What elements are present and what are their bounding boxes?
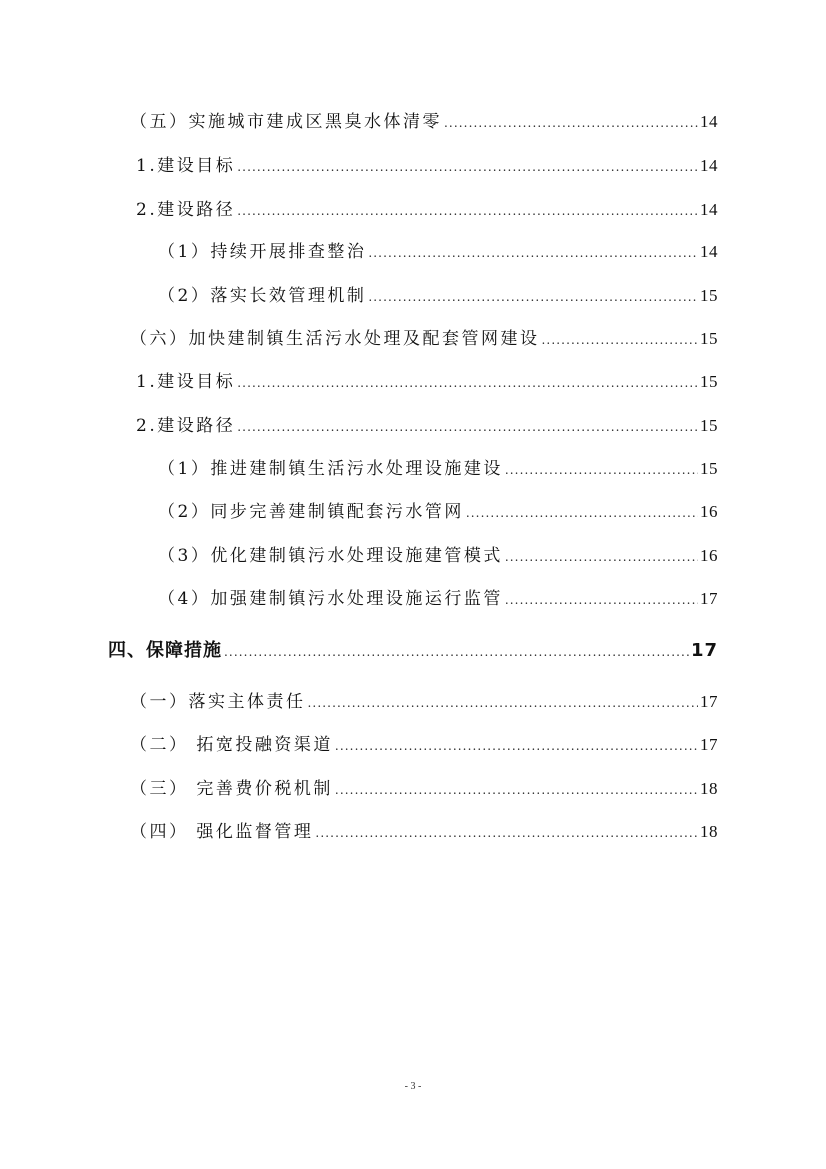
toc-entry[interactable] xyxy=(158,585,718,613)
toc-leader-dots xyxy=(237,369,698,397)
toc-entry[interactable] xyxy=(158,455,718,483)
toc-entry[interactable] xyxy=(130,325,718,353)
toc-entry-page: 15 xyxy=(700,329,718,348)
toc-entry-page: 15 xyxy=(700,459,718,478)
toc-leader-dots xyxy=(335,732,698,760)
toc-leader-dots xyxy=(308,689,699,717)
toc-entry-page: 15 xyxy=(700,372,718,391)
toc-entry-title: 2.建设路径 xyxy=(136,416,236,436)
toc-entry-page: 14 xyxy=(700,156,718,175)
toc-entry-page: 14 xyxy=(700,112,718,131)
toc-leader-dots xyxy=(237,413,698,441)
toc-entry[interactable] xyxy=(136,196,718,224)
toc-entry-page: 15 xyxy=(700,286,718,305)
toc-entry[interactable] xyxy=(130,688,718,716)
toc-leader-dots xyxy=(542,326,699,354)
toc-entry-chapter[interactable] xyxy=(108,637,718,665)
toc-entry[interactable] xyxy=(158,498,718,526)
toc-leader-dots xyxy=(444,109,698,137)
toc-entry-title: （四） 强化监督管理 xyxy=(130,822,314,842)
toc-entry[interactable] xyxy=(136,368,718,396)
toc-leader-dots xyxy=(505,456,698,484)
toc-entry-title: （2）落实长效管理机制 xyxy=(158,286,367,306)
toc-entry-title: 1.建设目标 xyxy=(136,156,236,176)
toc-entry-title: （1）持续开展排查整治 xyxy=(158,242,367,262)
toc-entry-title: （3）优化建制镇污水处理设施建管模式 xyxy=(158,546,503,566)
page-number-footer: - 3 - xyxy=(404,1081,422,1092)
toc-entry-page: 15 xyxy=(700,416,718,435)
toc-leader-dots xyxy=(466,499,698,527)
toc-leader-dots xyxy=(505,543,698,571)
toc-entry-page: 14 xyxy=(700,242,718,261)
toc-entry-page: 17 xyxy=(700,692,718,711)
toc-leader-dots xyxy=(505,586,698,614)
toc-entry[interactable] xyxy=(158,238,718,266)
toc-entry[interactable] xyxy=(158,282,718,310)
toc-entry-page: 17 xyxy=(700,589,718,608)
toc-entry[interactable] xyxy=(158,542,718,570)
toc-entry-title: （4）加强建制镇污水处理设施运行监管 xyxy=(158,589,503,609)
toc-entry[interactable] xyxy=(130,108,718,136)
toc-entry[interactable] xyxy=(136,152,718,180)
toc-entry-title: （1）推进建制镇生活污水处理设施建设 xyxy=(158,459,503,479)
toc-leader-dots xyxy=(368,283,698,311)
toc-entry-title: （一）落实主体责任 xyxy=(130,692,306,712)
toc-entry-page: 16 xyxy=(700,546,718,565)
toc-entry-page: 14 xyxy=(700,200,718,219)
toc-leader-dots xyxy=(237,153,698,181)
toc-leader-dots xyxy=(237,197,698,225)
toc-entry-title: 2.建设路径 xyxy=(136,200,236,220)
toc-entry[interactable] xyxy=(130,818,718,846)
toc-leader-dots xyxy=(224,638,689,666)
toc-entry[interactable] xyxy=(136,412,718,440)
toc-entry[interactable] xyxy=(130,731,718,759)
toc-entry-page: 17 xyxy=(700,735,718,754)
toc-entry-title: （五）实施城市建成区黑臭水体清零 xyxy=(130,112,442,132)
toc-entry-title: 四、保障措施 xyxy=(108,640,222,661)
toc-leader-dots xyxy=(335,776,698,804)
toc-entry[interactable] xyxy=(130,775,718,803)
toc-entry-title: （三） 完善费价税机制 xyxy=(130,779,333,799)
toc-entry-page: 18 xyxy=(700,779,718,798)
toc-leader-dots xyxy=(315,819,698,847)
toc-entry-page: 16 xyxy=(700,502,718,521)
toc-entry-title: （2）同步完善建制镇配套污水管网 xyxy=(158,502,464,522)
toc-entry-page: 17 xyxy=(690,640,718,661)
toc-entry-title: （二） 拓宽投融资渠道 xyxy=(130,735,333,755)
toc-entry-title: （六）加快建制镇生活污水处理及配套管网建设 xyxy=(130,329,540,349)
toc-leader-dots xyxy=(368,239,698,267)
toc-entry-page: 18 xyxy=(700,822,718,841)
toc-entry-title: 1.建设目标 xyxy=(136,372,236,392)
